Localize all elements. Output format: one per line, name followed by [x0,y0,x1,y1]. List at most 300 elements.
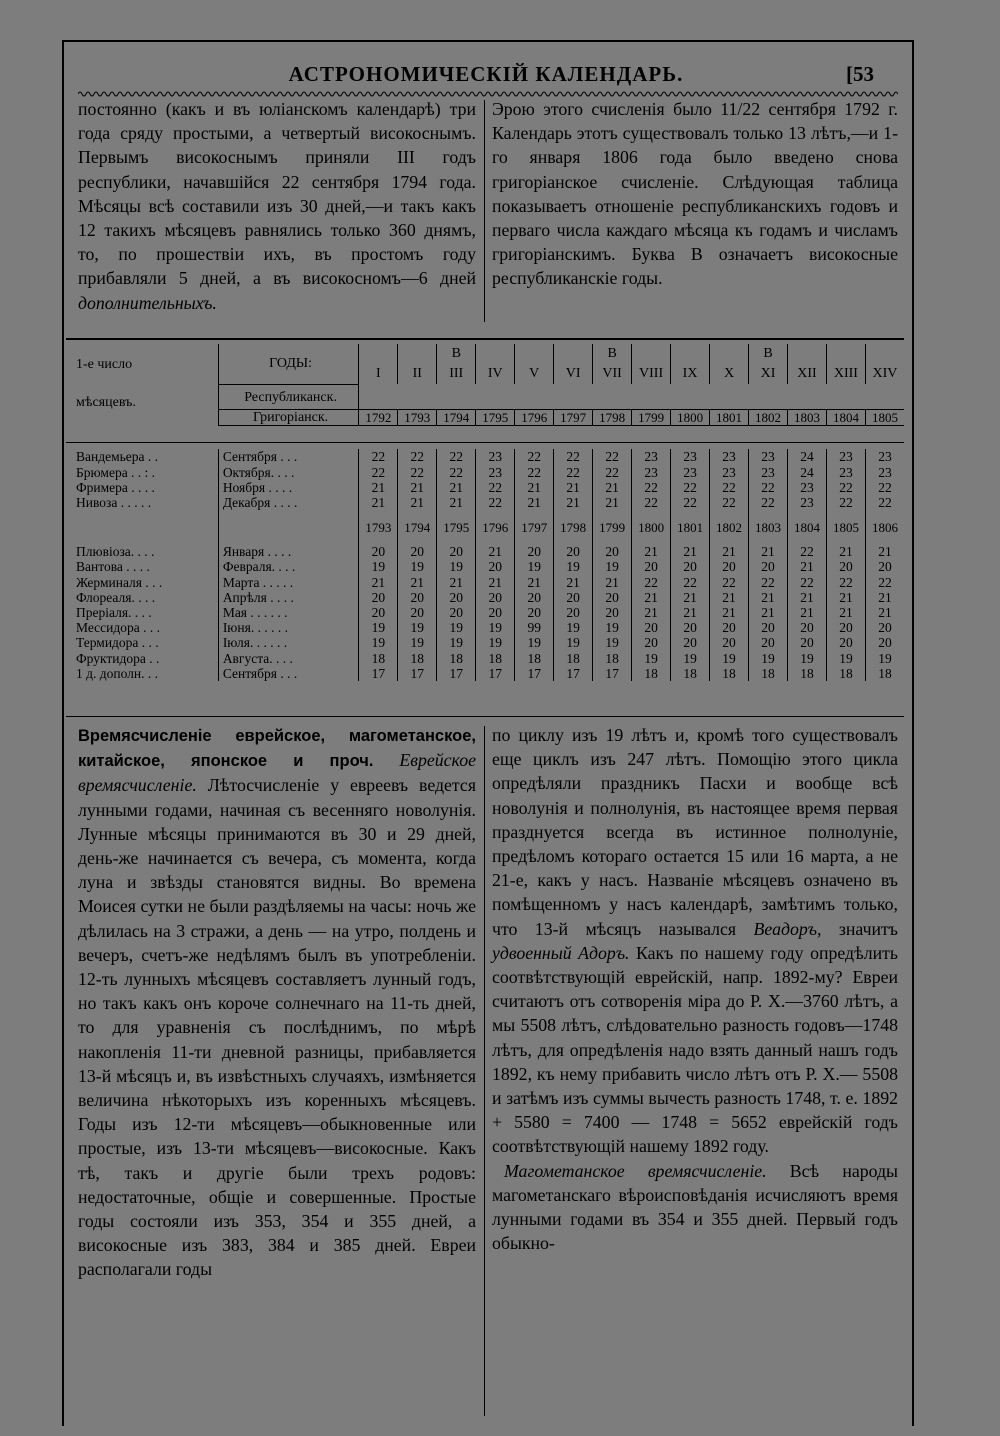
col2-header-line1: ГОДЫ: [218,344,359,385]
day-value: 20 [826,559,865,574]
day-value: 21 [437,495,476,510]
day-value: 20 [710,620,749,635]
day-value: 21 [671,605,710,620]
day-value: 19 [437,620,476,635]
running-header [62,62,910,88]
day-value: 22 [359,449,398,464]
gregorian-year: 1802 [710,510,749,544]
day-value: 20 [554,544,593,559]
bottom-right-column [492,723,898,1255]
day-value: 21 [632,544,671,559]
republican-year-roman: II [398,364,437,384]
day-value: 20 [398,605,437,620]
day-value: 18 [515,651,554,666]
republican-month: Преріаля. . . . [76,605,152,621]
day-value: 22 [437,449,476,464]
day-value: 23 [632,449,671,464]
day-value: 21 [671,544,710,559]
day-value: 21 [865,590,904,605]
day-value: 20 [515,544,554,559]
day-value: 19 [749,651,788,666]
day-value: 19 [437,559,476,574]
day-value: 23 [826,465,865,480]
republican-year-roman: IX [671,364,710,384]
republican-month: Термидора . . . [76,635,159,651]
top-left-column [78,97,476,315]
day-value: 22 [787,575,826,590]
gregorian-year: 1792 [359,410,398,426]
table-row [66,575,904,590]
day-value: 22 [632,480,671,495]
leap-marker: B [749,344,788,364]
day-value: 18 [359,651,398,666]
gregorian-year: 1801 [671,510,710,544]
bottom-right-italic-veador: Веадоръ, [753,918,822,939]
day-value: 22 [671,495,710,510]
col2-header-line2: Республиканск. [218,385,359,410]
day-value: 20 [710,635,749,650]
day-value: 18 [437,651,476,666]
bottom-right-italic-ador: удвоенный Адоръ. [492,942,630,963]
day-value: 22 [632,495,671,510]
gregorian-month: Декабря . . . . [218,495,359,510]
day-value: 20 [865,620,904,635]
day-value: 22 [476,480,515,495]
table-row [66,590,904,605]
day-value: 21 [865,605,904,620]
day-value: 21 [554,495,593,510]
day-value: 20 [826,635,865,650]
day-value: 18 [710,666,749,681]
gregorian-year: 1796 [515,410,554,426]
day-value: 19 [476,635,515,650]
table-row [66,544,904,559]
republican-month: Флореаля. . . . [76,589,156,605]
page-number: [53 [846,62,874,86]
leap-marker: B [437,344,476,364]
day-value: 20 [787,635,826,650]
day-value: 19 [671,651,710,666]
day-value: 21 [826,544,865,559]
day-value: 21 [632,590,671,605]
day-value: 21 [554,480,593,495]
day-value: 20 [593,605,632,620]
republican-year-roman: V [515,364,554,384]
gregorian-month: Ноября . . . . [218,480,359,495]
gregorian-year: 1794 [398,510,437,544]
roman-header-row [359,344,904,385]
day-value: 21 [710,590,749,605]
gregorian-year: 1800 [632,510,671,544]
leap-marker [671,344,710,364]
day-value: 23 [710,449,749,464]
day-value: 20 [671,620,710,635]
day-value: 18 [632,666,671,681]
gregorian-year: 1795 [476,410,515,426]
day-value: 23 [749,465,788,480]
day-value: 19 [826,651,865,666]
day-value: 18 [826,666,865,681]
day-value: 23 [787,495,826,510]
day-value: 19 [554,620,593,635]
republican-year-roman: XI [749,364,788,384]
day-value: 21 [593,575,632,590]
day-value: 19 [398,559,437,574]
day-value: 20 [398,590,437,605]
day-value: 24 [787,465,826,480]
day-value: 18 [398,651,437,666]
leap-marker [632,344,671,364]
day-value: 18 [671,666,710,681]
day-value: 22 [671,480,710,495]
gregorian-month: Мая . . . . . . [218,605,359,620]
day-value: 21 [632,605,671,620]
day-value: 20 [632,620,671,635]
top-left-italic: дополнительныхъ. [78,292,217,313]
republican-month: Мессидора . . . [76,620,160,636]
day-value: 20 [749,635,788,650]
bottom-right-text-a: по циклу изъ 19 лѣтъ и, кромѣ того существовалъ еще циклъ изъ 247 лѣтъ. Помощію этого цикла опредѣляли праздникъ Пасхи и вообще всѣ новолунія и полнолунія, въ настоящее время первая празднуется всегда въ истинное полнолуніе, предѣломъ котораго остается 15 или 16 марта, а не 21-е, какъ у насъ. Названіе мѣсяцевъ означено въ помѣщенномъ у насъ календарѣ, замѣтимъ только, что 13-й мѣсяцъ назывался [492,725,898,939]
republican-month: Вандемьера . . [76,449,159,465]
day-value: 18 [476,651,515,666]
muslim-subheading: Магометанское времясчисленіе. [504,1160,767,1181]
day-value: 21 [593,480,632,495]
table-row [66,635,904,650]
day-value: 21 [359,575,398,590]
day-value: 22 [865,480,904,495]
day-value: 20 [787,620,826,635]
day-value: 22 [865,575,904,590]
day-value: 22 [865,495,904,510]
day-value: 20 [593,544,632,559]
day-value: 23 [865,465,904,480]
day-value: 17 [359,666,398,681]
day-value: 21 [359,480,398,495]
day-value: 19 [398,620,437,635]
day-value: 22 [515,465,554,480]
day-value: 23 [671,449,710,464]
day-value: 21 [398,495,437,510]
day-value: 21 [476,544,515,559]
republican-year-roman: III [437,364,476,384]
top-left-text: постоянно (какъ и въ юліанскомъ календарѣ) три года сряду простыми, а четвертый високоснымъ. Первымъ високоснымъ приняли III годъ республики, начавшійся 22 сентября 1794 года. Мѣсяцы всѣ составили изъ 30 дней,—и такъ какъ 12 такихъ мѣсяцевъ равнялись только 360 днямъ, то, по прошествіи ихъ, въ простомъ году прибавляли 5 дней, а въ високосномъ—6 дней [78,99,476,289]
day-value: 21 [710,605,749,620]
republican-month: Брюмера . . : . [76,464,156,480]
day-value: 22 [476,495,515,510]
day-value: 19 [632,651,671,666]
day-value: 21 [749,605,788,620]
gregorian-year: 1803 [787,410,826,426]
day-value: 21 [787,590,826,605]
day-value: 20 [865,635,904,650]
day-value: 19 [515,559,554,574]
gregorian-year: 1806 [865,510,904,544]
day-value: 19 [865,651,904,666]
col1-header-line1: 1-е число [76,356,133,372]
republican-year-roman: XII [787,364,826,384]
leap-marker [865,344,904,364]
day-value: 21 [710,544,749,559]
gregorian-year: 1805 [826,510,865,544]
day-value: 20 [749,620,788,635]
gregorian-year: 1795 [437,510,476,544]
day-value: 23 [749,449,788,464]
day-value: 21 [437,575,476,590]
gregorian-month: Октября. . . . [218,465,359,480]
day-value: 17 [515,666,554,681]
republican-month: Нивоза . . . . . [76,495,152,511]
day-value: 21 [359,495,398,510]
day-value: 20 [865,559,904,574]
republican-year-roman: IV [476,364,515,384]
leap-marker [710,344,749,364]
day-value: 21 [749,590,788,605]
day-value: 20 [554,590,593,605]
day-value: 19 [554,559,593,574]
gregorian-year: 1801 [710,410,749,426]
day-value: 19 [710,651,749,666]
republican-month: Жерминаля . . . [76,574,163,590]
day-value: 20 [826,620,865,635]
day-value: 20 [359,544,398,559]
republican-year-roman: VIII [632,364,671,384]
day-value: 20 [515,590,554,605]
day-value: 22 [749,480,788,495]
day-value: 21 [749,544,788,559]
republican-year-roman: XIV [865,364,904,384]
day-value: 23 [632,465,671,480]
day-value: 20 [359,590,398,605]
gregorian-year: 1805 [865,410,904,426]
day-value: 20 [515,605,554,620]
day-value: 22 [554,449,593,464]
day-value: 21 [515,575,554,590]
muslim-text: Всѣ народы магометанскаго вѣроисповѣданія исчисляютъ время лунными годами въ 354 и 355 дней. Первый годъ обыкно- [492,1160,898,1254]
gregorian-year: 1804 [787,510,826,544]
gregorian-year: 1800 [671,410,710,426]
day-value: 20 [437,544,476,559]
gregorian-month: Іюня. . . . . . [218,620,359,635]
day-value: 22 [826,480,865,495]
gregorian-year: 1793 [359,510,398,544]
day-value: 18 [593,651,632,666]
gregorian-year: 1797 [515,510,554,544]
section-subheading: Еврейское времясчисленіе. [78,750,476,796]
day-value: 21 [787,559,826,574]
day-value: 20 [398,544,437,559]
gregorian-year: 1804 [826,410,865,426]
day-value: 22 [710,495,749,510]
col2-header-line3: Григоріанск. [218,410,359,426]
day-value: 22 [749,575,788,590]
republican-year-roman: XIII [826,364,865,384]
table-row [66,559,904,574]
day-value: 23 [476,465,515,480]
day-value: 22 [710,575,749,590]
day-value: 18 [865,666,904,681]
table-row [66,651,904,666]
page-title: АСТРОНОМИЧЕСКІЙ КАЛЕНДАРЬ. [288,62,684,86]
day-value: 19 [593,635,632,650]
day-value: 23 [826,449,865,464]
day-value: 20 [710,559,749,574]
day-value: 22 [671,575,710,590]
leap-marker [554,344,593,364]
day-value: 21 [554,575,593,590]
table-row [66,495,904,510]
gregorian-year: 1794 [437,410,476,426]
day-value: 21 [476,575,515,590]
section-heading: Времясчисленіе еврейское, магометанское, китайское, японское и проч. [78,727,476,771]
republican-month: Фруктидора . . [76,650,160,666]
day-value: 21 [593,495,632,510]
republican-year-roman: VII [593,364,632,384]
table-row [66,620,904,635]
day-value: 22 [787,544,826,559]
day-value: 22 [515,449,554,464]
gregorian-month: Сентября . . . [218,449,359,464]
day-value: 23 [865,449,904,464]
day-value: 21 [437,480,476,495]
col1-header-line2: мѣсяцевъ. [76,394,136,410]
day-value: 22 [437,465,476,480]
day-value: 21 [826,590,865,605]
day-value: 20 [476,559,515,574]
day-value: 20 [554,605,593,620]
day-value: 20 [632,559,671,574]
day-value: 22 [593,449,632,464]
republican-month: Плювіоза. . . . [76,544,155,560]
gregorian-month: Апрѣля . . . . [218,590,359,605]
day-value: 20 [671,559,710,574]
day-value: 20 [359,605,398,620]
gregorian-year: 1796 [476,510,515,544]
day-value: 21 [787,605,826,620]
gregorian-month: Сентября . . . [218,666,359,681]
day-value: 19 [554,635,593,650]
table-row [66,666,904,681]
day-value: 19 [359,620,398,635]
table-row [66,605,904,620]
table-row [66,480,904,495]
gregorian-month: Марта . . . . . [218,575,359,590]
gregorian-month: Августа. . . . [218,651,359,666]
day-value: 17 [554,666,593,681]
day-value: 23 [787,480,826,495]
day-value: 20 [476,590,515,605]
republican-month: Фримера . . . . [76,479,155,495]
top-right-text: Эрою этого счисленія было 11/22 сентября 1792 г. Календарь этотъ существовалъ только 13 лѣтъ,—и 1-го января 1806 года было введено снова григоріанское счисленіе. Слѣдующая таблица показываетъ отношеніе республиканскихъ годовъ и перваго числа каждаго мѣсяца къ годамъ и числамъ григоріанскимъ. Буква B означаетъ високосные республиканскіе годы. [492,99,898,289]
gregorian-month: Января . . . . [218,544,359,559]
day-value: 21 [826,605,865,620]
day-value: 17 [398,666,437,681]
table-bottom-rule [66,716,904,717]
leap-marker [398,344,437,364]
day-value: 18 [787,666,826,681]
day-value: 20 [437,605,476,620]
day-value: 23 [710,465,749,480]
day-value: 20 [437,590,476,605]
day-value: 20 [593,590,632,605]
gregorian-year: 1798 [554,510,593,544]
gregorian-year: 1793 [398,410,437,426]
gregorian-year: 1802 [749,410,788,426]
republican-year-roman: X [710,364,749,384]
gregorian-month: Іюля. . . . . . [218,635,359,650]
top-right-column [492,97,898,291]
day-value: 22 [398,465,437,480]
table-row [66,449,904,464]
gregorian-year: 1803 [749,510,788,544]
bottom-right-text-b: значитъ [821,918,898,939]
day-value: 22 [593,465,632,480]
day-value: 21 [865,544,904,559]
republican-calendar-table [66,344,904,681]
day-value: 20 [749,559,788,574]
day-value: 22 [710,480,749,495]
day-value: 19 [359,559,398,574]
roman-subtable [359,344,904,384]
gregorian-year: 1797 [554,410,593,426]
leap-marker [826,344,865,364]
leap-marker [515,344,554,364]
table-top-rule [66,338,904,340]
day-value: 19 [359,635,398,650]
gregorian-year: 1799 [593,510,632,544]
day-value: 19 [476,620,515,635]
day-value: 22 [359,465,398,480]
day-value: 17 [476,666,515,681]
day-value: 99 [515,620,554,635]
bottom-left-column [78,723,476,1282]
day-value: 21 [515,495,554,510]
day-value: 19 [515,635,554,650]
day-value: 19 [398,635,437,650]
day-value: 21 [671,590,710,605]
republican-month: 1 д. дополн. . . [76,665,158,681]
bottom-right-text-c: Какъ по нашему году опредѣлить соотвѣтствующій еврейскій, напр. 1892-му? Евреи считаютъ отъ сотворенія міра до Р. Х.—3760 лѣтъ, а мы 5508 лѣтъ, слѣдовательно разность годовъ—1748 лѣтъ, для опредѣленія надо взять данный нашъ годъ 1892, къ нему прибавить число лѣтъ отъ Р. Х.— 5508 и затѣмъ изъ суммы вычесть разность 1748, т. е. 1892 + 5580 = 7400 — 1748 = 5652 еврейскій годъ соотвѣтствующій нашему 1892 году. [492,942,898,1157]
day-value: 18 [554,651,593,666]
day-value: 21 [398,575,437,590]
day-value: 20 [632,635,671,650]
day-value: 22 [749,495,788,510]
republican-year-roman: VI [554,364,593,384]
day-value: 22 [554,465,593,480]
republican-month: Вантова . . . . [76,559,150,575]
day-value: 20 [476,605,515,620]
day-value: 19 [593,559,632,574]
top-column-divider [484,100,485,322]
day-value: 19 [787,651,826,666]
bottom-column-divider [484,726,485,1416]
gregorian-year: 1799 [632,410,671,426]
leap-marker [476,344,515,364]
day-value: 23 [671,465,710,480]
leap-marker [787,344,826,364]
day-value: 17 [437,666,476,681]
day-value: 22 [826,575,865,590]
day-value: 19 [437,635,476,650]
day-value: 21 [398,480,437,495]
leap-marker [359,344,397,364]
day-value: 19 [593,620,632,635]
republican-year-roman: I [375,366,381,382]
gregorian-year: 1798 [593,410,632,426]
day-value: 22 [398,449,437,464]
day-value: 20 [671,635,710,650]
day-value: 17 [593,666,632,681]
day-value: 22 [826,495,865,510]
